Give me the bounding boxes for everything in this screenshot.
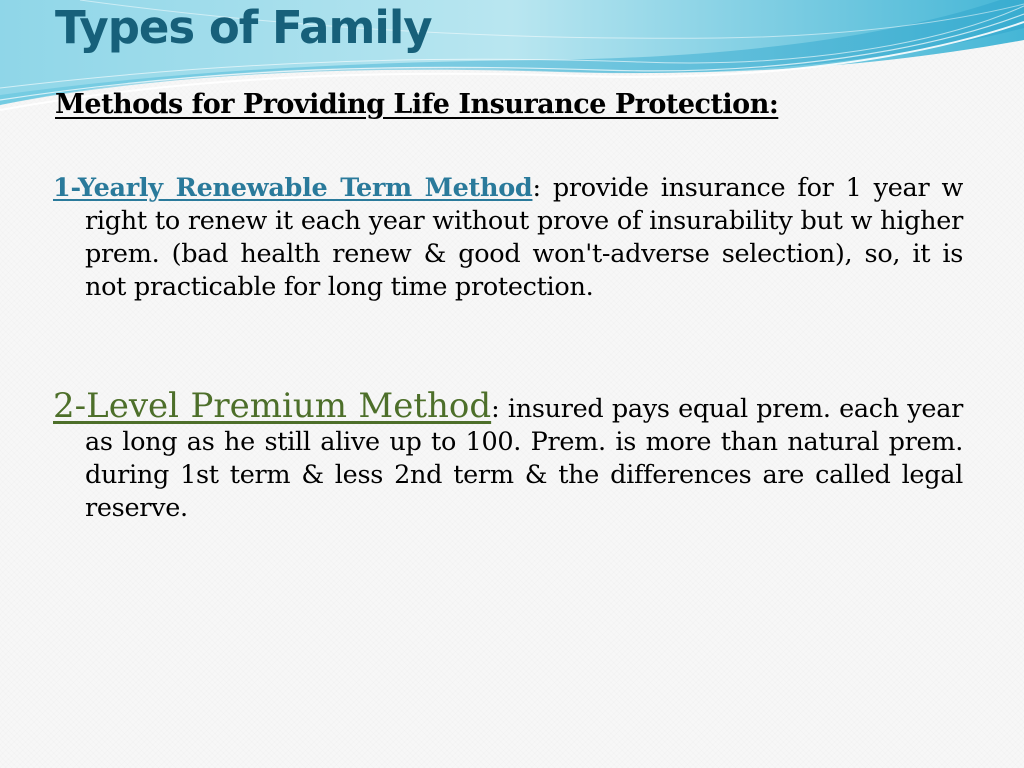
term-heading-level-premium: 2-Level Premium Method — [53, 386, 492, 426]
term-description-yearly-renewable: : provide insurance for 1 year w right to renew it each year without prove of insurability but w higher prem. (bad health renew & good won't-adverse selection), so, it is not practicable for long time protection. — [85, 173, 963, 302]
slide-subtitle: Methods for Providing Life Insurance Protection: — [55, 89, 779, 120]
slide-title: Types of Family — [55, 1, 432, 54]
term-heading-yearly-renewable: 1-Yearly Renewable Term Method — [53, 173, 533, 203]
bullet-point-level-premium — [53, 386, 963, 525]
term-description-level-premium: : insured pays equal prem. each year as long as he still alive up to 100. Prem. is more than natural prem. during 1st term & less 2nd term & the differences are called legal reserve. — [85, 394, 963, 523]
bullet-point-yearly-renewable-term — [53, 172, 963, 304]
